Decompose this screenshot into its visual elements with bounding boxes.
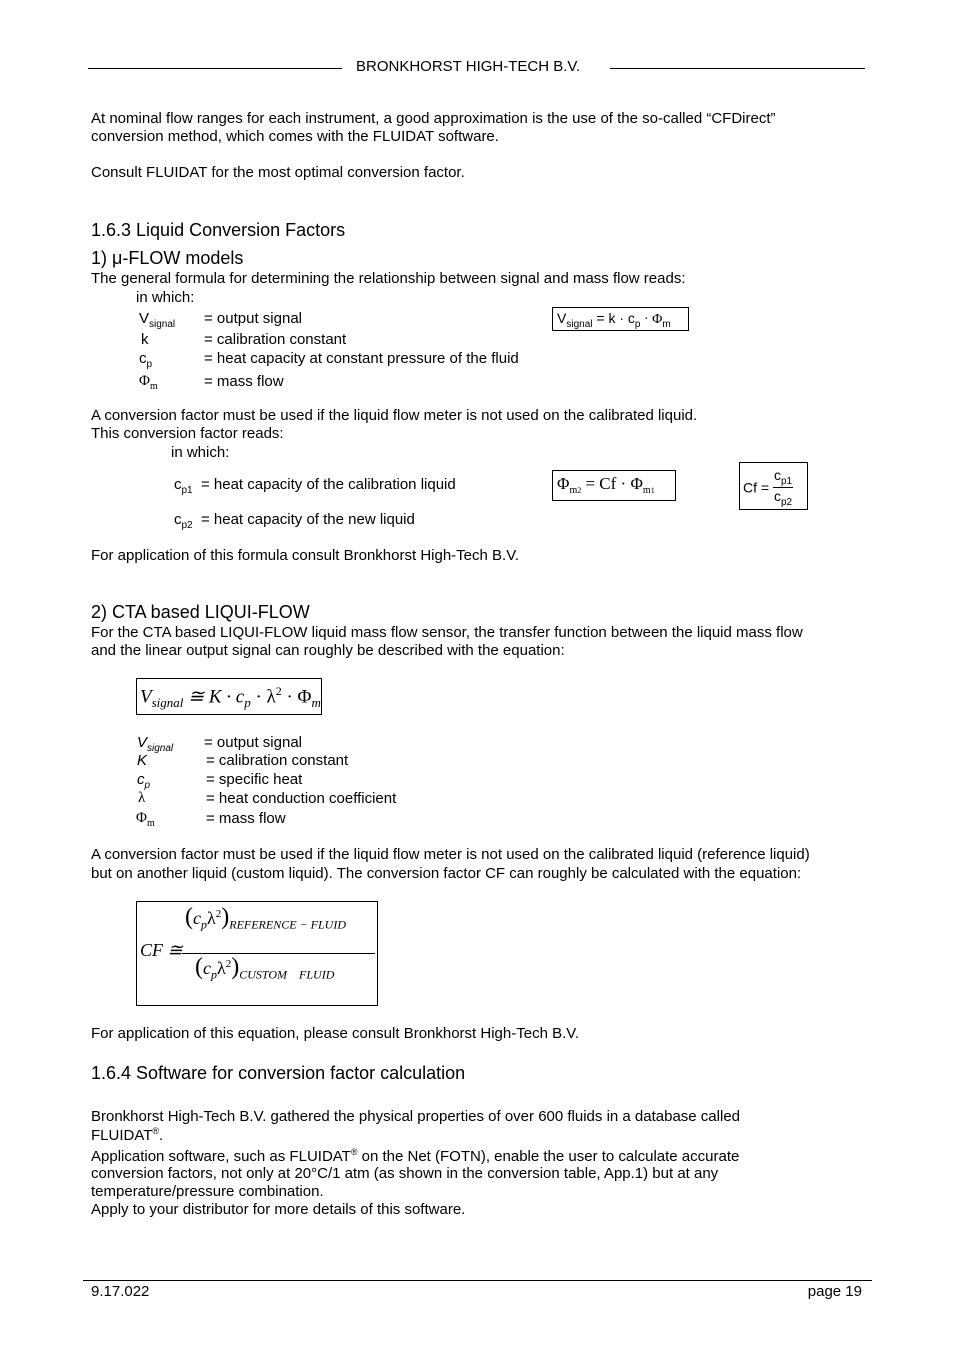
cf-denominator: $(c_p\lambda^2)_{CUSTOM FLUID}$: [195, 954, 335, 982]
section-164-title: 1.6.4 Software for conversion factor calculation: [91, 1063, 466, 1083]
cta-line-2: and the linear output signal can roughly be described with the equation:: [91, 642, 565, 659]
cf-lhs: CF ≅: [140, 940, 183, 960]
cta-def-cp-sym: $c_p$: [137, 771, 151, 791]
cta-def-phi-sym: $\Phi_m$: [136, 810, 155, 829]
cf-numerator: $(c_p\lambda^2)_{REFERENCE - FLUID}$: [185, 904, 346, 932]
equation-cf-cta-box: [136, 901, 378, 1006]
equation-vsignal: $V_{signal} = k \cdot c_p \cdot \Phi_m$: [557, 310, 671, 330]
def-cp2: $c_{p2}$ = heat capacity of the new liquid: [174, 511, 415, 531]
header-rule-right: [610, 68, 865, 69]
cta-def-vsignal-sym: $V_{signal}$: [137, 734, 174, 754]
cta-conversion-line-1: A conversion factor must be used if the liquid flow meter is not used on the calibrated liquid (reference liquid): [91, 846, 810, 863]
equation-cta-box: [136, 678, 322, 715]
def-vsignal-sym: $V_{signal}$: [139, 310, 176, 330]
conversion-line-1: A conversion factor must be used if the liquid flow meter is not used on the calibrated liquid.: [91, 407, 698, 424]
intro-line-1: At nominal flow ranges for each instrument, a good approximation is the use of the so-called “CFDirect”: [91, 110, 776, 127]
cta-def-lambda-sym: λ: [138, 790, 146, 806]
def-vsignal-desc: = output signal: [204, 310, 302, 327]
equation-cf: Cf = $\frac{c_{p1}}{c_{p2}}$: [743, 467, 793, 508]
cta-line-1: For the CTA based LIQUI-FLOW liquid mass flow sensor, the transfer function between the liquid mass flow: [91, 624, 803, 641]
cta-conversion-line-2: but on another liquid (custom liquid). The conversion factor CF can roughly be calculated with the equation:: [91, 865, 802, 882]
cta-def-cp-desc: = specific heat: [206, 771, 303, 788]
cta-def-k-sym: K: [137, 752, 148, 769]
section-163-title: 1.6.3 Liquid Conversion Factors: [91, 220, 346, 240]
equation-phi: $\Phi_{m2} = Cf \cdot \Phi_{m1}$: [557, 474, 655, 497]
equation-cf-box: [739, 462, 808, 510]
def-cp-sym: $c_p$: [139, 350, 153, 370]
cta-def-vsignal-desc: = output signal: [204, 734, 302, 751]
cta-def-phi-desc: = mass flow: [206, 810, 286, 827]
software-line-1: Bronkhorst High-Tech B.V. gathered the physical properties of over 600 fluids in a database called: [91, 1108, 740, 1125]
cta-def-k-desc: = calibration constant: [206, 752, 349, 769]
in-which-label-2: in which:: [171, 444, 230, 461]
software-line-4: conversion factors, not only at 20°C/1 atm (as shown in the conversion table, App.1) but at any: [91, 1165, 719, 1182]
def-cp1: $c_{p1}$ = heat capacity of the calibration liquid: [174, 476, 456, 496]
in-which-label: in which:: [136, 289, 195, 306]
def-phi-sym: $\Phi_m$: [139, 373, 158, 392]
conversion-line-2: This conversion factor reads:: [91, 425, 284, 442]
header-company: BRONKHORST HIGH-TECH B.V.: [356, 58, 581, 75]
footer-doc-number: 9.17.022: [91, 1283, 150, 1300]
def-k-desc: = calibration constant: [204, 331, 347, 348]
equation-vsignal-box: [552, 307, 689, 331]
def-cp-desc: = heat capacity at constant pressure of the fluid: [204, 350, 519, 367]
cta-def-lambda-desc: = heat conduction coefficient: [206, 790, 397, 807]
intro-line-2: conversion method, which comes with the FLUIDAT software.: [91, 128, 499, 145]
software-line-6: Apply to your distributor for more details of this software.: [91, 1201, 466, 1218]
footer-rule: [83, 1280, 872, 1281]
consult-formula: For application of this formula consult Bronkhorst High-Tech B.V.: [91, 547, 519, 564]
footer-page-number: page 19: [807, 1283, 862, 1300]
cta-title: 2) CTA based LIQUI-FLOW: [91, 602, 310, 622]
equation-phi-box: [552, 470, 676, 501]
software-line-3: Application software, such as FLUIDAT® on the Net (FOTN), enable the user to calculate accurate: [91, 1147, 740, 1165]
mu-flow-title: 1) μ-FLOW models: [91, 248, 244, 268]
intro-consult: Consult FLUIDAT for the most optimal conversion factor.: [91, 164, 465, 181]
def-phi-desc: = mass flow: [204, 373, 284, 390]
consult-equation: For application of this equation, please consult Bronkhorst High-Tech B.V.: [91, 1025, 580, 1042]
software-line-2: FLUIDAT®.: [91, 1126, 164, 1144]
equation-cta: $V_{signal}$ ≅ $K \cdot c_p \cdot \lambda^2 \cdot \Phi_m$: [140, 684, 321, 711]
software-line-5: temperature/pressure combination.: [91, 1183, 324, 1200]
def-k-sym: k: [141, 331, 149, 348]
header-rule-left: [88, 68, 342, 69]
formula-intro: The general formula for determining the relationship between signal and mass flow reads:: [91, 270, 686, 287]
